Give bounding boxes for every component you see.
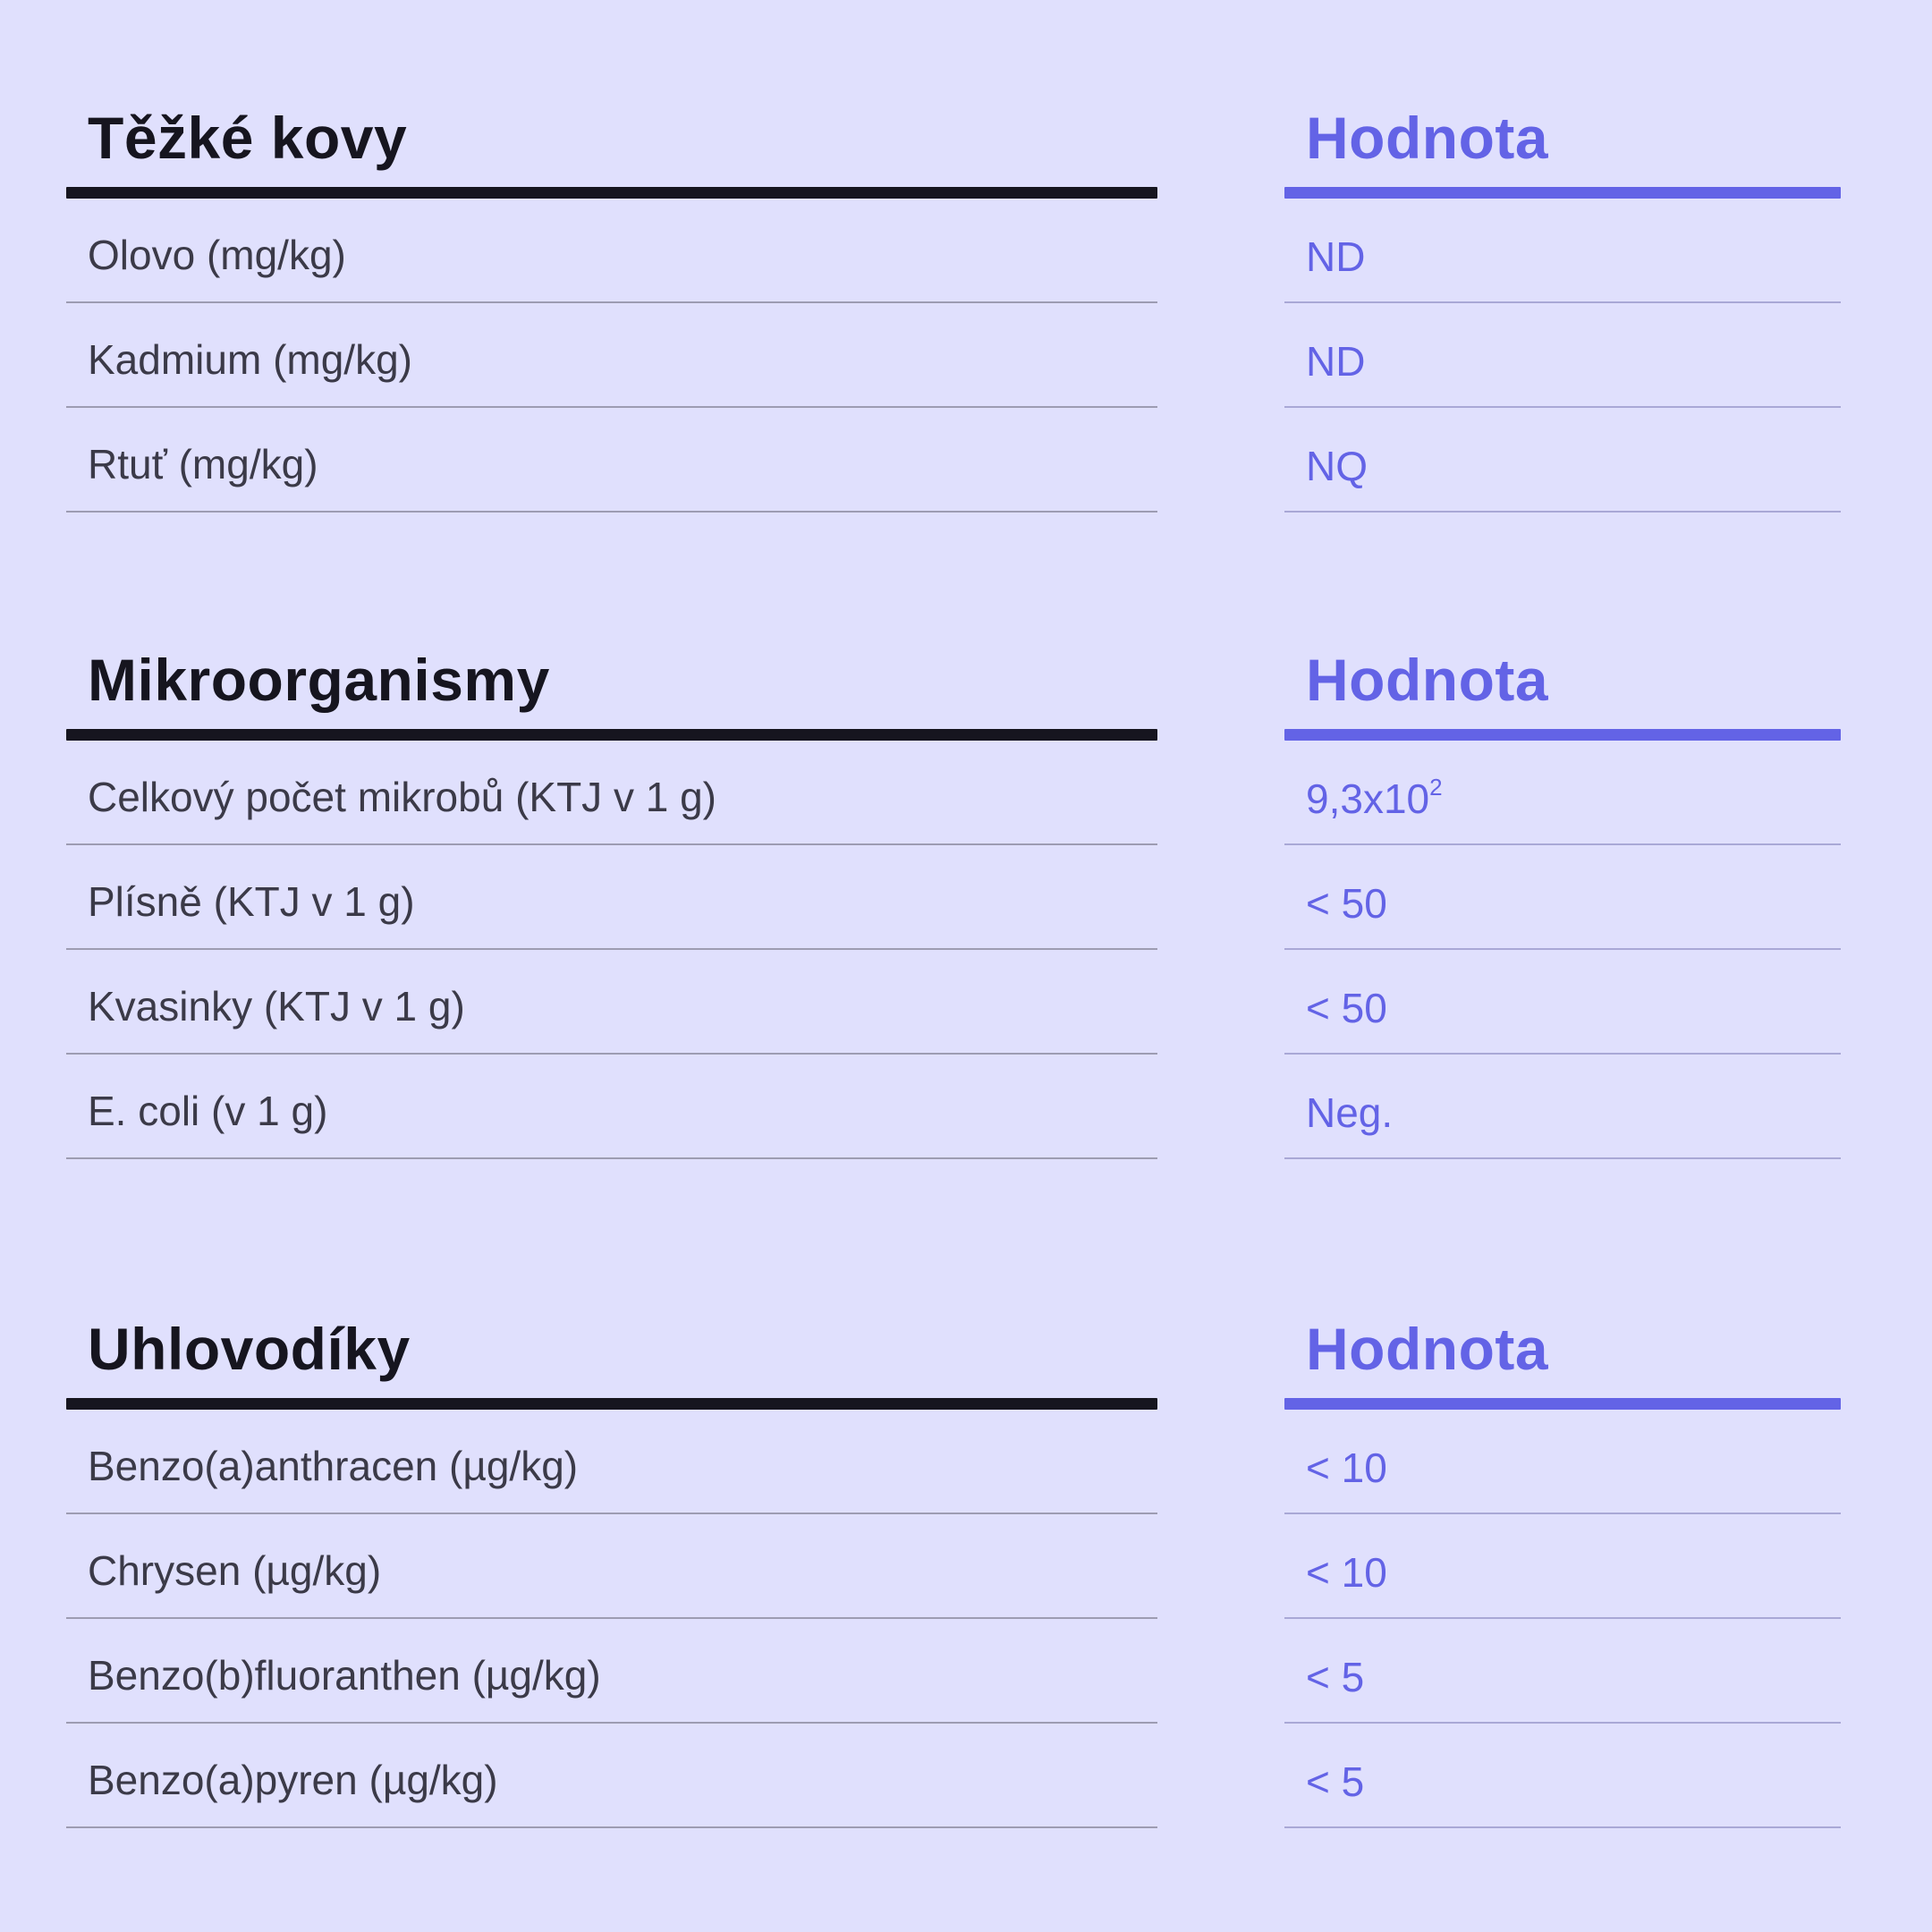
value-row xyxy=(1284,408,1841,513)
heavy-metals-value-column xyxy=(1284,64,1841,513)
parameter-label: Kadmium (mg/kg) xyxy=(88,336,412,383)
value-header-rule xyxy=(1284,729,1841,741)
microorganisms-value-column xyxy=(1284,606,1841,1159)
value-row xyxy=(1284,303,1841,408)
value-header-title: Hodnota xyxy=(1306,105,1549,171)
value-cell: < 5 xyxy=(1306,1654,1365,1700)
table-row xyxy=(66,1410,1157,1514)
value-cell: ND xyxy=(1306,338,1366,385)
header-rule xyxy=(66,187,1157,199)
value-cell: Neg. xyxy=(1306,1089,1394,1136)
value-cell: < 10 xyxy=(1306,1549,1387,1596)
microorganisms-parameter-column xyxy=(66,606,1157,1159)
parameter-label: Rtuť (mg/kg) xyxy=(88,441,318,487)
parameter-label: Chrysen (µg/kg) xyxy=(88,1547,382,1594)
value-header-title: Hodnota xyxy=(1306,647,1549,713)
header-rule xyxy=(66,729,1157,741)
table-row xyxy=(66,845,1157,950)
value-row xyxy=(1284,845,1841,950)
parameter-label: E. coli (v 1 g) xyxy=(88,1088,328,1134)
section-title: Mikroorganismy xyxy=(88,647,550,713)
parameter-label: Plísně (KTJ v 1 g) xyxy=(88,878,415,925)
section-title: Těžké kovy xyxy=(88,105,408,171)
value-header-rule xyxy=(1284,187,1841,199)
value-cell: < 5 xyxy=(1306,1758,1365,1805)
table-row xyxy=(66,408,1157,513)
hydrocarbons-value-column xyxy=(1284,1275,1841,1828)
table-row xyxy=(66,1514,1157,1619)
parameter-label: Benzo(b)fluoranthen (µg/kg) xyxy=(88,1652,601,1699)
hydrocarbons-header xyxy=(66,1275,1157,1410)
header-rule xyxy=(66,1398,1157,1410)
parameter-label: Olovo (mg/kg) xyxy=(88,232,346,278)
value-header xyxy=(1284,606,1841,741)
value-row xyxy=(1284,950,1841,1055)
value-header-rule xyxy=(1284,1398,1841,1410)
value-header xyxy=(1284,64,1841,199)
parameter-label: Benzo(a)pyren (µg/kg) xyxy=(88,1757,498,1803)
value-row xyxy=(1284,1055,1841,1159)
table-row xyxy=(66,950,1157,1055)
value-cell: < 10 xyxy=(1306,1445,1387,1491)
value-row xyxy=(1284,199,1841,303)
table-row xyxy=(66,303,1157,408)
table-row xyxy=(66,1055,1157,1159)
value-row xyxy=(1284,1410,1841,1514)
value-exponent: 2 xyxy=(1429,774,1443,801)
table-row xyxy=(66,1619,1157,1724)
parameter-label: Kvasinky (KTJ v 1 g) xyxy=(88,983,465,1030)
value-row xyxy=(1284,1514,1841,1619)
value-cell: < 50 xyxy=(1306,880,1387,927)
value-row xyxy=(1284,1724,1841,1828)
hydrocarbons-parameter-column xyxy=(66,1275,1157,1828)
value-header-title: Hodnota xyxy=(1306,1316,1549,1382)
microorganisms-header xyxy=(66,606,1157,741)
value-cell: < 50 xyxy=(1306,985,1387,1031)
heavy-metals-header xyxy=(66,64,1157,199)
value-row xyxy=(1284,1619,1841,1724)
value-row xyxy=(1284,741,1841,845)
value-cell xyxy=(1306,775,1443,823)
value-cell: ND xyxy=(1306,233,1366,280)
value-header xyxy=(1284,1275,1841,1410)
value-base: 9,3x10 xyxy=(1306,775,1430,822)
parameter-label: Celkový počet mikrobů (KTJ v 1 g) xyxy=(88,774,717,820)
table-row xyxy=(66,199,1157,303)
parameter-label: Benzo(a)anthracen (µg/kg) xyxy=(88,1443,579,1489)
table-row xyxy=(66,741,1157,845)
value-cell: NQ xyxy=(1306,443,1368,489)
table-row xyxy=(66,1724,1157,1828)
heavy-metals-parameter-column xyxy=(66,64,1157,513)
section-title: Uhlovodíky xyxy=(88,1316,411,1382)
